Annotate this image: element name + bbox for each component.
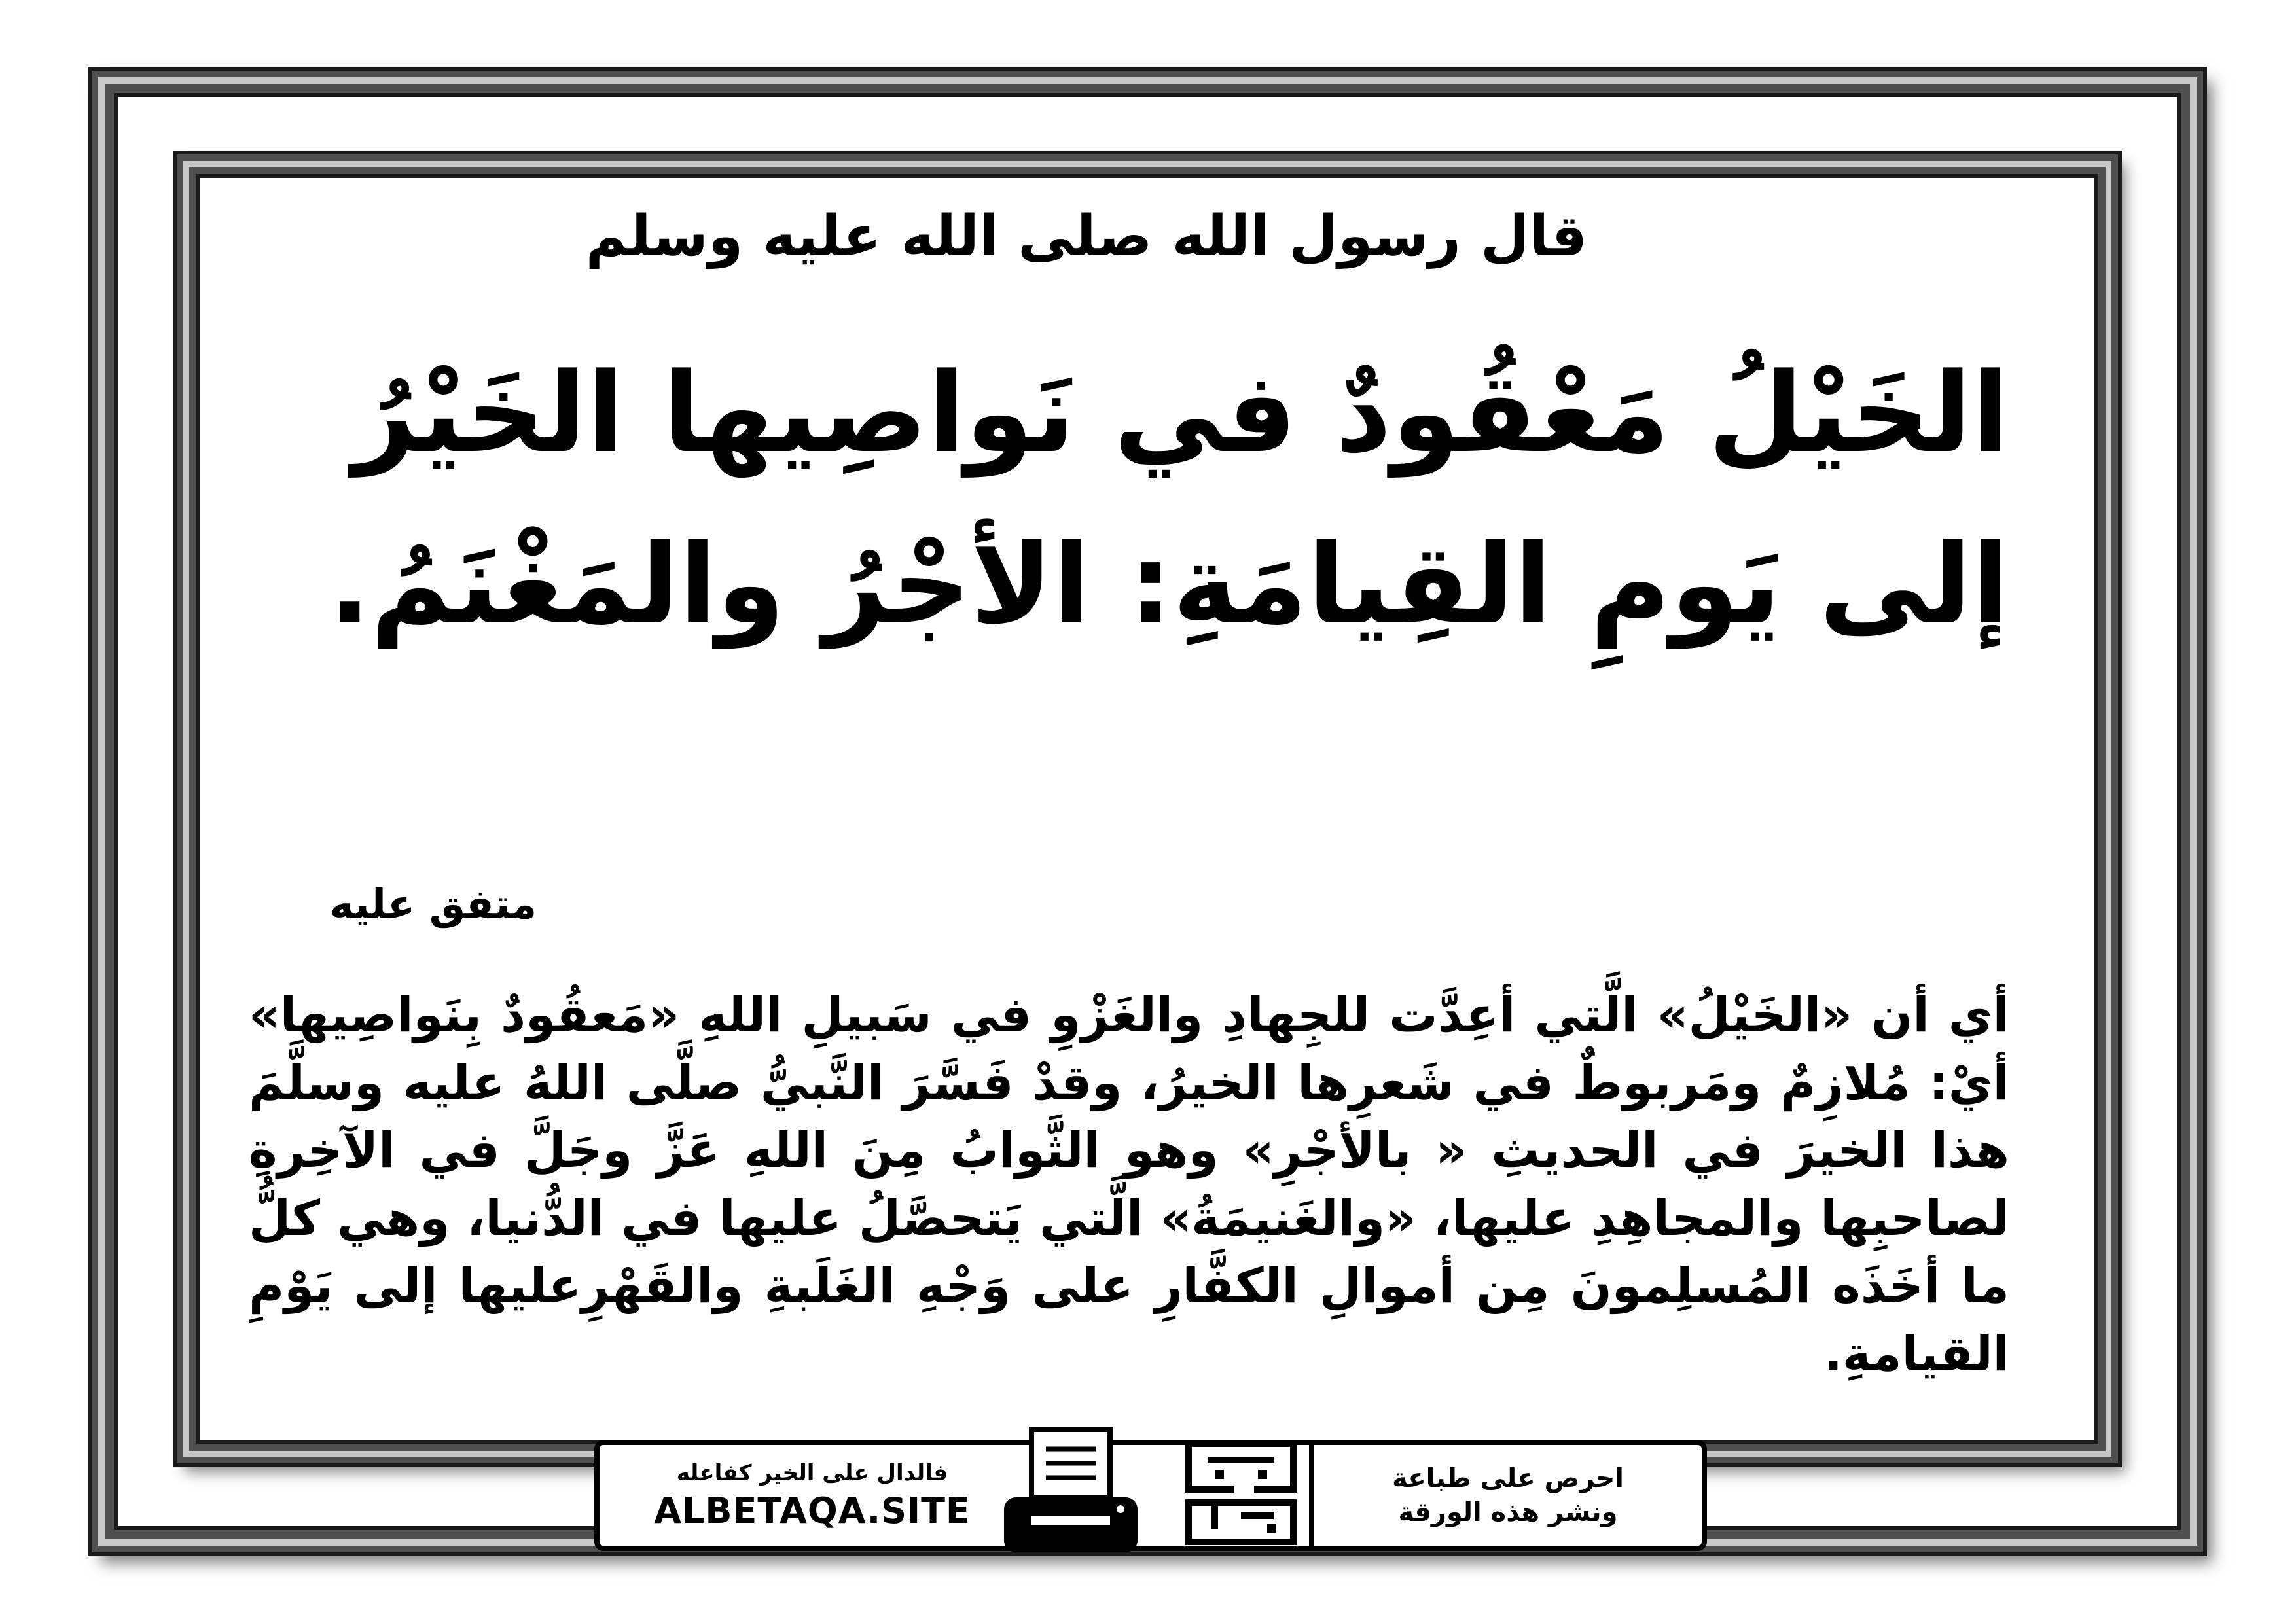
intro-heading: قال رسول الله صلى الله عليه وسلم: [585, 204, 1588, 269]
footer-slogan: فالدال على الخير كفاعله: [676, 1459, 948, 1486]
footer-print-line1: احرص على طباعة: [1392, 1463, 1624, 1493]
brand-logo: [1175, 1431, 1306, 1555]
footer-bar: [594, 1440, 1707, 1551]
source-label: متفق عليه: [329, 880, 537, 928]
footer-left: [600, 1445, 1025, 1546]
explanation-text: أي أن «الخَيْلُ» الَّتي أعِدَّت للجِهادِ والغَزْوِ في سَبيلِ اللهِ «مَعقُودٌ بِنَواصِيها» أيْ: مُلازِمٌ ومَربوطٌ في شَعرِها الخيرُ، وقدْ فَسَّرَ النَّبيُّ صلَّى اللهُ عليه وسلَّمَ هذا الخيرَ في الحديثِ « بالأجْرِ» وهو الثَّوابُ مِنَ اللهِ عَزَّ وجَلَّ في الآخِرةِ لصاحبِها والمجاهِدِ عليها، «والغَنيمَةُ» الَّتي يَتحصَّلُ عليها في الدُّنيا، وهي كلُّ ما أخَذَه المُسلِمونَ مِن أموالِ الكفَّارِ على وَجْهِ الغَلَبةِ والقَهْرِعليها إلى يَوْمِ القيامةِ.: [249, 987, 2009, 1382]
footer-site-link[interactable]: ALBETAQA.SITE: [654, 1489, 971, 1531]
footer-right: [1309, 1445, 1702, 1546]
hadith-text: الخَيْلُ مَعْقُودٌ في نَواصِيها الخَيْرُ إلى يَومِ القِيامَةِ: الأجْرُ والمَغْنَمُ.: [329, 349, 2009, 649]
printer-icon: [999, 1425, 1143, 1556]
footer-print-line2: ونشر هذه الورقة: [1398, 1497, 1618, 1527]
